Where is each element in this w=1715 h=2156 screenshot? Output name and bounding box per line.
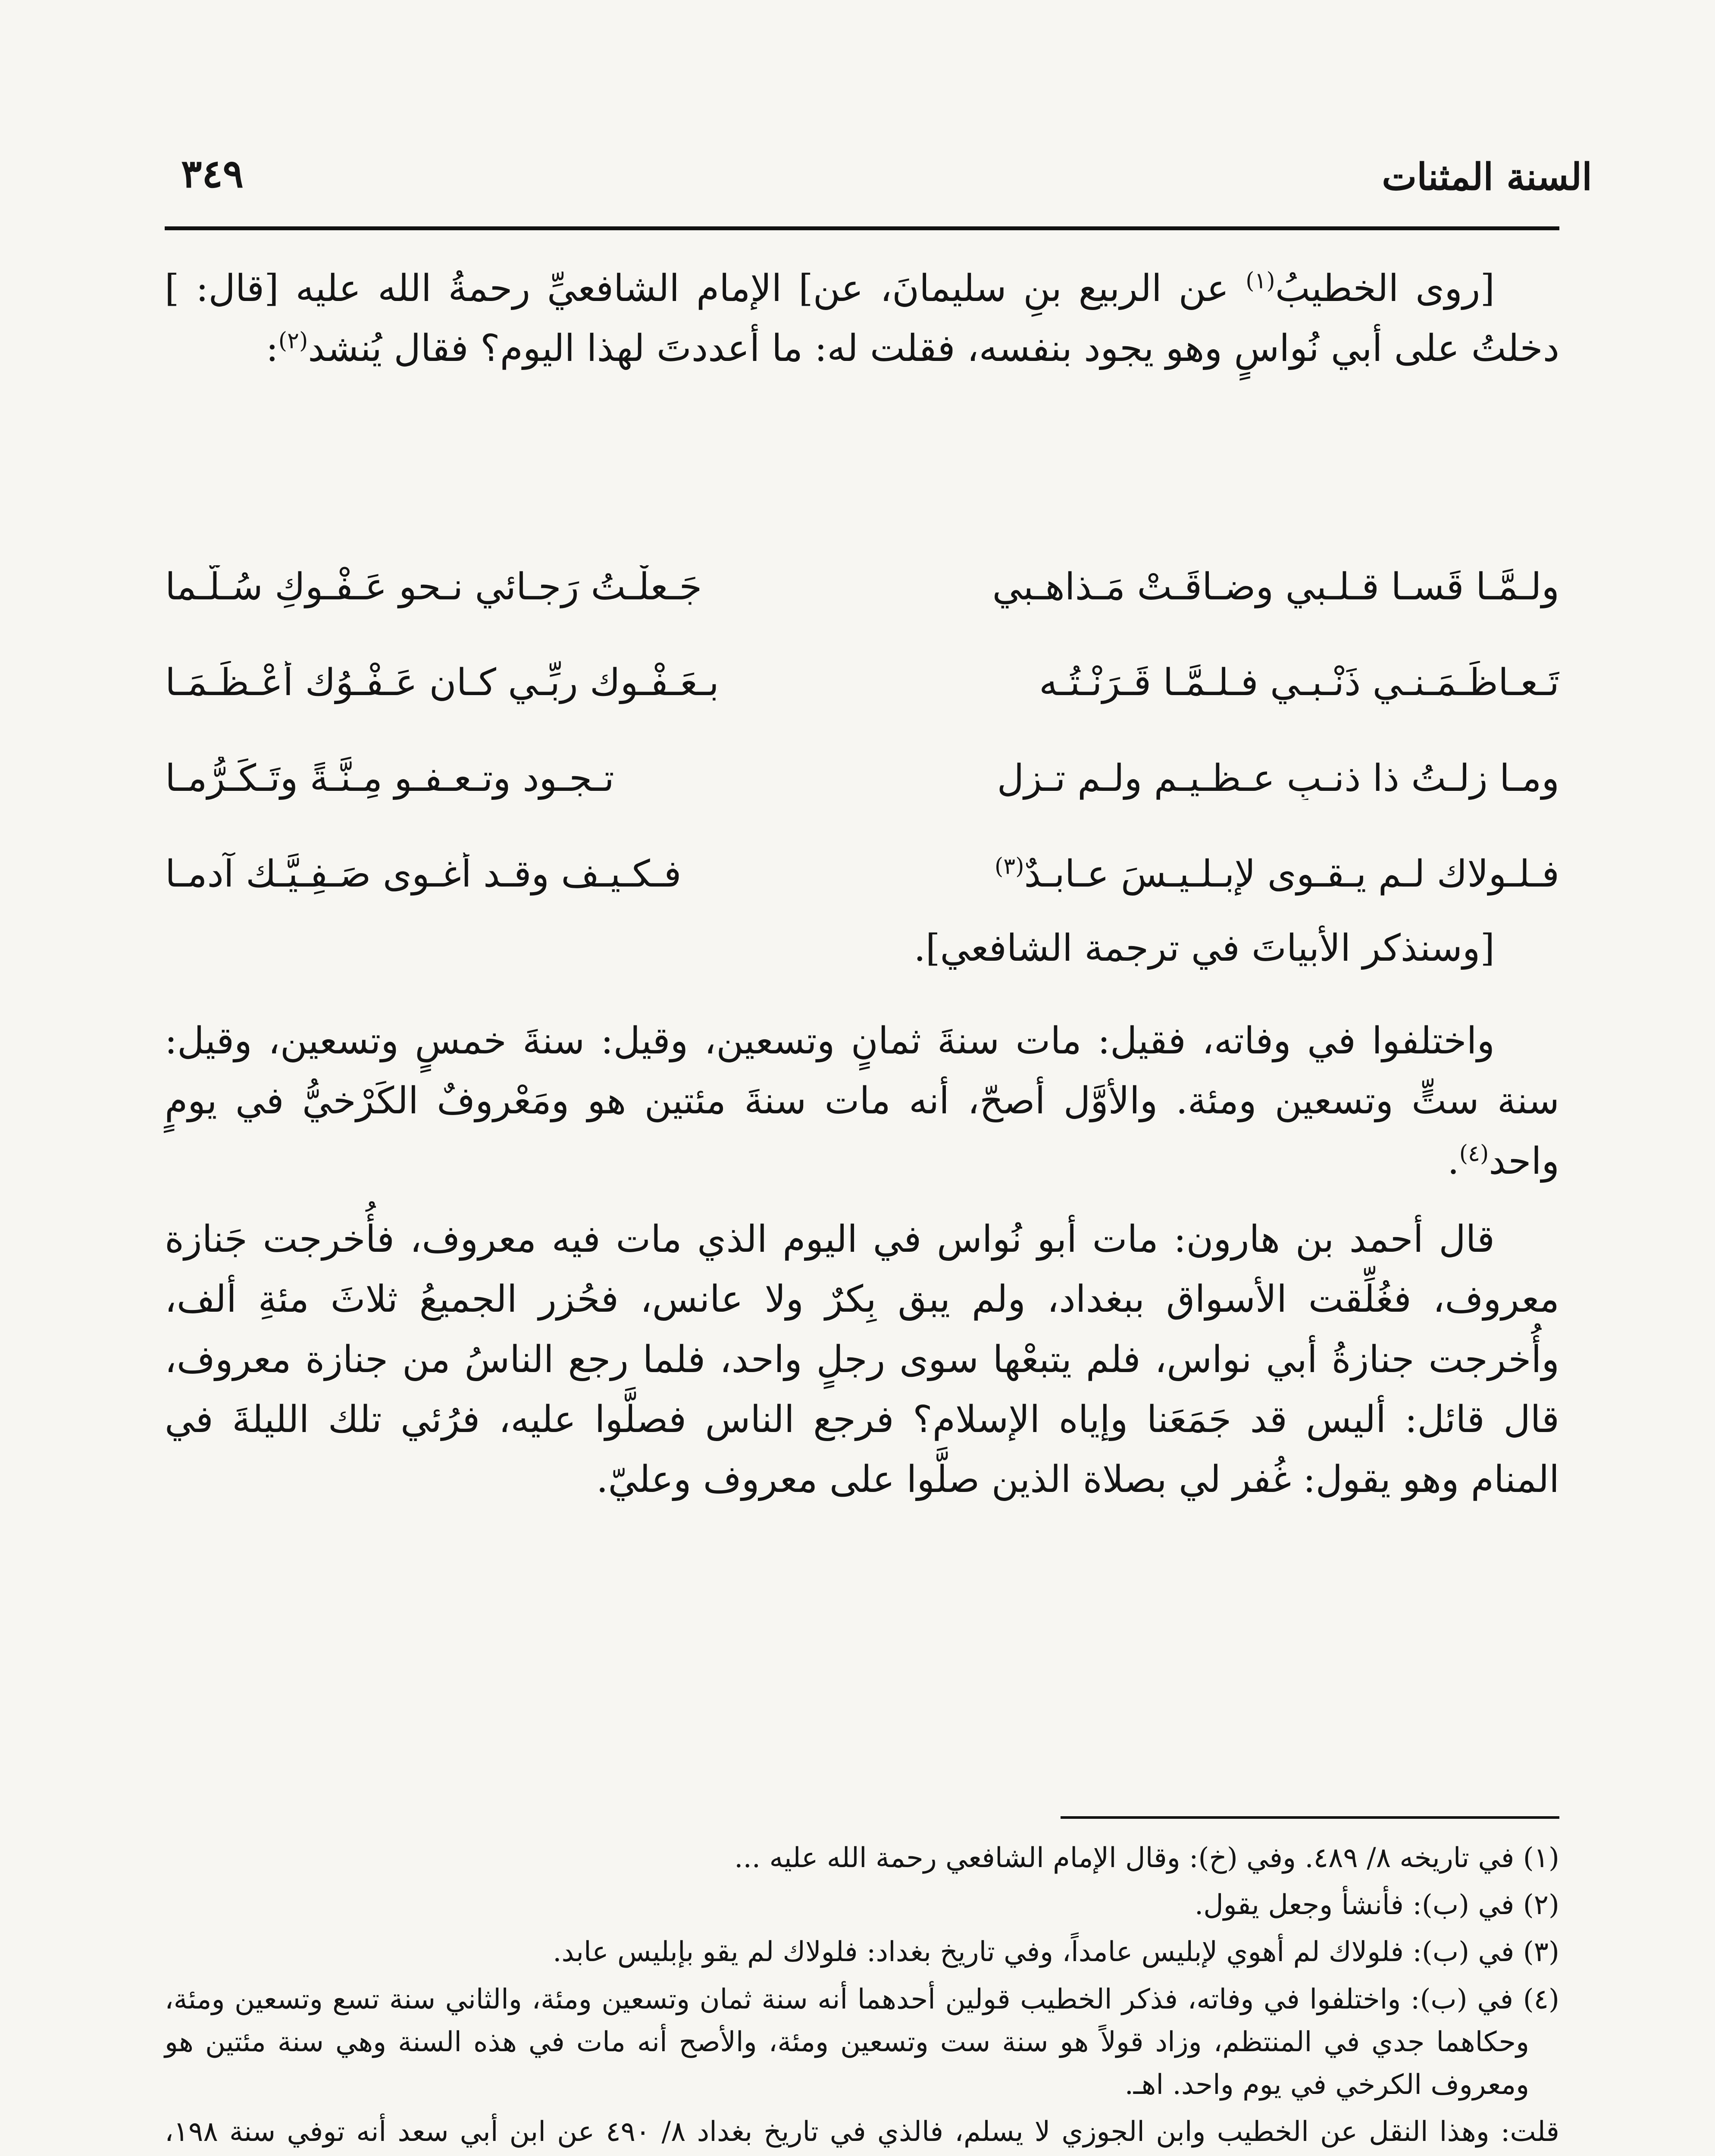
poem-verse [165, 730, 1559, 826]
funeral-paragraph [165, 1210, 1559, 1510]
footnote-2: (٢) في (ب): فأنشأ وجعل يقول. [1194, 1889, 1559, 1921]
funeral-text: قال أحمد بن هارون: مات أبو نُواس في اليوم الذي مات فيه معروف، فأُخرجت جَنازة معروف، فغُلِّقت الأسواق ببغداد، ولم يبق بِكرٌ ولا عانس، فحُزر الجميعُ ثلاثَ مئةِ ألف، وأُخرجت جنازةُ أبي نواس، فلم يتبعْها سوى رجلٍ واحد، فلما رجع الناسُ من جنازة معروف، قال قائل: أليس قد جَمَعَنا وإياه الإسلام؟ فرجع الناس فصلَّوا عليه، فرُئي تلك الليلةَ في المنام وهو يقول: غُفر لي بصلاة الذين صلَّوا على معروف وعليّ. [165, 1218, 1559, 1501]
footnote-1: (١) في تاريخه ٨/ ٤٨٩. وفي (خ): وقال الإمام الشافعي رحمة الله عليه ... [734, 1842, 1559, 1874]
page-number: ٣٤٩ [181, 151, 244, 197]
header-rule [165, 226, 1559, 230]
verse-second-hemistich: جَـعلْـتُ رَجـائي نـحو عَـفْـوكِ سُـلَّـما [165, 565, 702, 608]
after-poem-text: [وسنذكر الأبياتَ في ترجمة الشافعي]. [914, 927, 1495, 970]
footnote-ref-4[interactable]: (٤) [1459, 1140, 1489, 1166]
footnote-ref-2[interactable]: (٢) [278, 328, 308, 354]
verse-second-hemistich: تـجـود وتـعـفـو مِـنَّـةً وتَـكَـرُّمـا [165, 757, 614, 800]
footnote-3: (٣) في (ب): فلولاك لم أهوي لإبليس عامداً، وفي تاريخ بغداد: فلولاك لم يقو بإبليس عابد. [553, 1936, 1559, 1968]
footnote-ref-1[interactable]: (١) [1246, 268, 1275, 294]
footnote-4: (٤) في (ب): واختلفوا في وفاته، فذكر الخطيب قولين أحدهما أنه سنة ثمان وتسعين ومئة، والثاني سنة تسع وتسعين ومئة، وحكاهما جدي في المنتظم، وزاد قولاً هو سنة ست وتسعين ومئة، والأصح أنه مات في هذه السنة وهي سنة مئتين هو ومعروف الكرخي في يوم واحد. اهـ. [165, 1983, 1560, 2101]
poem-verse [165, 635, 1559, 730]
death-end: . [1447, 1139, 1459, 1183]
poem [165, 539, 1559, 922]
death-text: واختلفوا في وفاته، فقيل: مات سنةَ ثمانٍ وتسعين، وقيل: سنةَ خمسٍ وتسعين، وقيل: سنة ستٍّ وتسعين ومئة. والأوَّل أصحّ، أنه مات سنةَ مئتين هو ومَعْروفٌ الكَرْخيُّ في يومٍ واحد [165, 1019, 1559, 1183]
intro-end: : [266, 327, 279, 370]
intro-paragraph [165, 259, 1559, 379]
verse-second-hemistich: بـعَـفْـوك ربِّـي كـان عَـفْـوُك أعْـظَـمَـا [165, 661, 719, 704]
after-poem-note [165, 918, 1559, 978]
intro-text-rest: عن الربيع بنِ سليمانَ، عن] الإمام الشافعيِّ رحمةُ الله عليه [قال: ] دخلتُ على أبي نُواسٍ وهو يجود بنفسه، فقلت له: ما أعددتَ لهذا اليوم؟ فقال يُنشد [165, 267, 1559, 370]
poem-verse [165, 826, 1559, 922]
footnote-4-comment: قلت: وهذا النقل عن الخطيب وابن الجوزي لا يسلم، فالذي في تاريخ بغداد ٨/ ٤٩٠ عن ابن أبي سعد أنه توفي سنة ١٩٨، [165, 2116, 1560, 2148]
intro-text-start: [روى الخطيبُ [1275, 267, 1495, 310]
verse-first-hemistich: تَـعـاظَـمَـنـي ذَنْـبـي فـلـمَّـا قَـرَنْـتُـه [1039, 661, 1559, 704]
footnote-rule [1061, 1816, 1559, 1819]
verse-first-hemistich [862, 852, 1559, 896]
footnotes [165, 1837, 1559, 2156]
verse-first-hemistich: ولـمَّـا قَسـا قـلـبي وضـاقَـتْ مَـذاهـبي [992, 565, 1559, 608]
death-paragraph [165, 1011, 1559, 1191]
verse-first-hemistich-text: فـلـولاك لـم يـقـوى لإبـلـيـسَ عـابـدٌ [1024, 852, 1559, 896]
running-header-title: السنة المثنات [1382, 155, 1592, 199]
verse-first-hemistich: ومـا زلـتُ ذا ذنـبٍ عـظـيـمٍ ولـم تـزل [997, 757, 1559, 800]
verse-second-hemistich: فـكـيـف وقـد أغـوى صَـفِـيَّـك آدمـا [165, 852, 682, 896]
poem-verse [165, 539, 1559, 635]
footnote-ref-3[interactable]: (٣) [994, 853, 1024, 880]
